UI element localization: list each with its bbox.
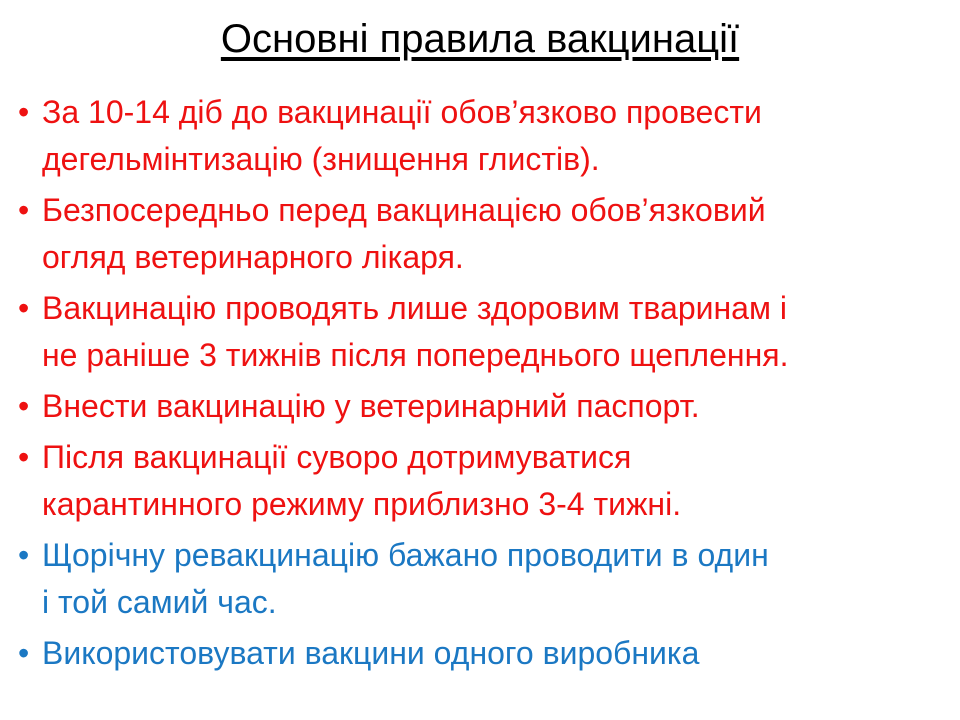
- bullet-icon: •: [18, 94, 30, 130]
- bullet-line: не раніше 3 тижнів після попереднього щеплення.: [42, 337, 789, 373]
- list-item: [18, 630, 936, 677]
- bullet-line: карантинного режиму приблизно 3-4 тижні.: [42, 486, 682, 522]
- bullet-list: [18, 89, 936, 677]
- list-item: [18, 434, 936, 528]
- bullet-text: [42, 630, 936, 677]
- bullet-text: [42, 383, 936, 430]
- bullet-icon: •: [18, 439, 30, 475]
- list-item: [18, 532, 936, 626]
- list-item: [18, 89, 936, 183]
- bullet-line: Після вакцинації суворо дотримуватися: [42, 439, 632, 475]
- bullet-line: Використовувати вакцини одного виробника: [42, 635, 700, 671]
- bullet-line: Внести вакцинацію у ветеринарний паспорт.: [42, 388, 700, 424]
- bullet-text: [42, 187, 936, 281]
- bullet-line: Щорічну ревакцинацію бажано проводити в один: [42, 537, 769, 573]
- bullet-icon: •: [18, 388, 30, 424]
- bullet-text: [42, 285, 936, 379]
- bullet-line: огляд ветеринарного лікаря.: [42, 239, 464, 275]
- bullet-text: [42, 89, 936, 183]
- bullet-icon: •: [18, 192, 30, 228]
- bullet-icon: •: [18, 537, 30, 573]
- page-title: Основні правила вакцинації: [220, 17, 740, 61]
- list-item: [18, 383, 936, 430]
- bullet-text: [42, 532, 936, 626]
- bullet-line: Вакцинацію проводять лише здоровим тваринам і: [42, 290, 787, 326]
- list-item: [18, 187, 936, 281]
- bullet-line: і той самий час.: [42, 584, 277, 620]
- bullet-icon: •: [18, 635, 30, 671]
- list-item: [18, 285, 936, 379]
- bullet-icon: •: [18, 290, 30, 326]
- bullet-line: дегельмінтизацію (знищення глистів).: [42, 141, 600, 177]
- bullet-line: За 10-14 діб до вакцинації обов’язково провести: [42, 94, 762, 130]
- bullet-line: Безпосередньо перед вакцинацією обов’язковий: [42, 192, 766, 228]
- bullet-text: [42, 434, 936, 528]
